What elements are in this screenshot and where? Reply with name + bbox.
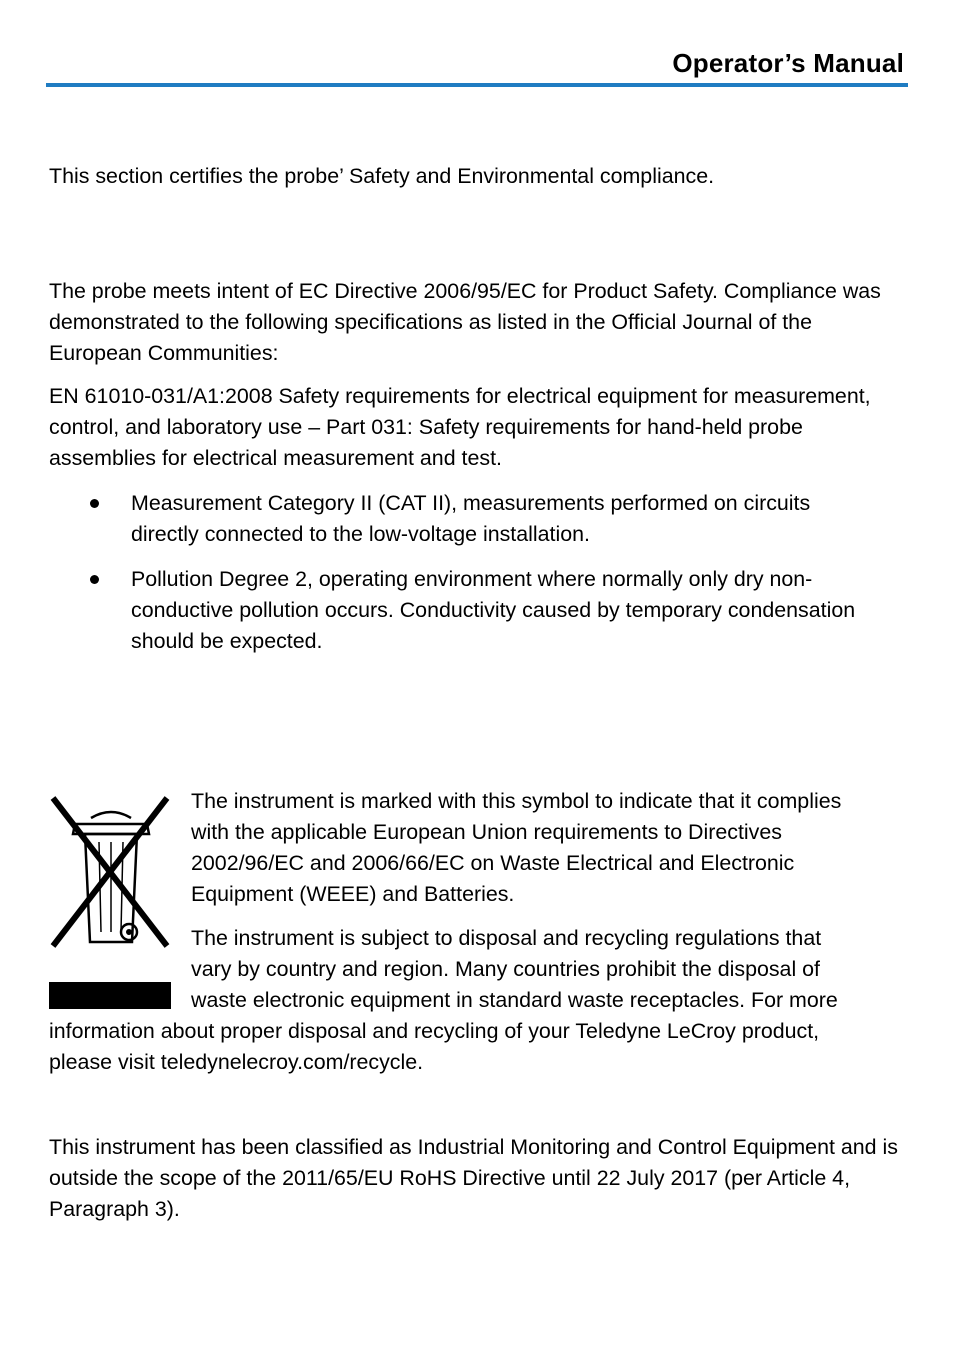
- weee-line: please visit teledynelecroy.com/recycle.: [49, 1050, 424, 1074]
- weee-line: vary by country and region. Many countries prohibit the disposal of: [191, 957, 820, 981]
- weee-line: waste electronic equipment in standard waste receptacles. For more: [191, 988, 838, 1012]
- safety-paragraph-standard: EN 61010-031/A1:2008 Safety requirements for electrical equipment for measurement, control, and laboratory use – Part 031: Safety requirements for hand-held probe assemblies for electrical measurement and test.: [49, 384, 871, 470]
- weee-line: 2002/96/EC and 2006/66/EC on Waste Electrical and Electronic: [191, 851, 795, 875]
- safety-paragraph-directive: The probe meets intent of EC Directive 2006/95/EC for Product Safety. Compliance was demonstrated to the following specifications as listed in the Official Journal of the European Communities:: [49, 279, 881, 365]
- weee-line: The instrument is subject to disposal and recycling regulations that: [191, 926, 822, 950]
- weee-line: The instrument is marked with this symbol to indicate that it complies: [191, 789, 842, 813]
- list-item: [49, 564, 879, 657]
- weee-line: Equipment (WEEE) and Batteries.: [191, 882, 515, 906]
- safety-bullet-list: [49, 488, 879, 657]
- header-divider: [46, 83, 908, 87]
- weee-paragraph-disposal: [49, 923, 909, 1078]
- rohs-paragraph: This instrument has been classified as Industrial Monitoring and Control Equipment and is outside the scope of the 2011/65/EU RoHS Directive until 22 July 2017 (per Article 4, Paragraph 3).: [49, 1135, 898, 1221]
- weee-line: with the applicable European Union requirements to Directives: [191, 820, 782, 844]
- weee-line: information about proper disposal and recycling of your Teledyne LeCroy product,: [49, 1019, 820, 1043]
- bullet-icon: [90, 499, 99, 508]
- bullet-text-pollution-degree: Pollution Degree 2, operating environment where normally only dry non-conductive pollution occurs. Conductivity caused by temporary condensation should be expected.: [131, 567, 856, 653]
- bullet-icon: [90, 575, 99, 584]
- intro-paragraph: This section certifies the probe’ Safety and Environmental compliance.: [49, 164, 715, 188]
- bullet-text-measurement-category: Measurement Category II (CAT II), measurements performed on circuits directly connected to the low-voltage installation.: [131, 491, 811, 546]
- crossed-out-wheelie-bin-icon: [49, 794, 173, 1017]
- list-item: [49, 488, 879, 550]
- weee-section: [49, 786, 909, 1078]
- page-title: Operator’s Manual: [672, 48, 904, 78]
- weee-paragraph-marking: [49, 786, 909, 910]
